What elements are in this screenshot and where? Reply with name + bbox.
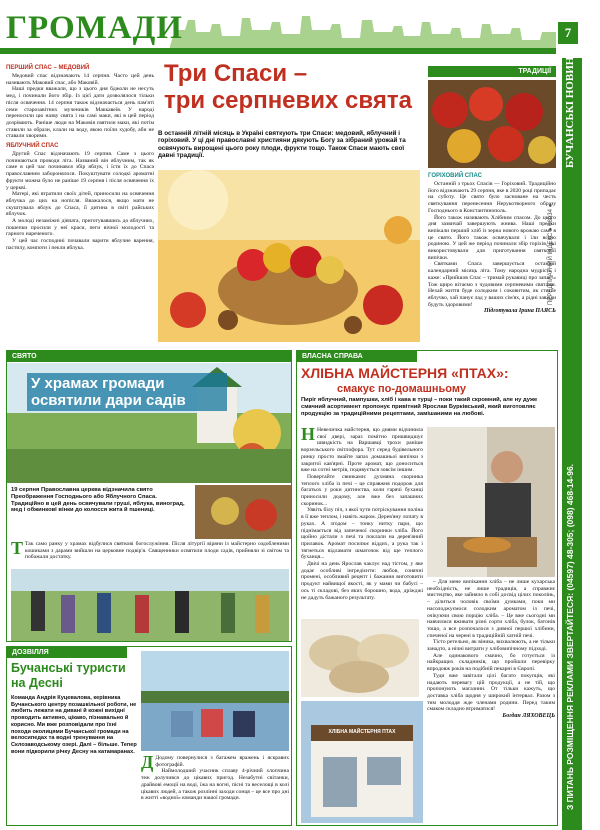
section-heading: ГОРІХОВИЙ СПАС <box>428 173 482 179</box>
section-tag: ВЛАСНА СПРАВА <box>297 351 417 362</box>
spasy-right-column <box>428 170 556 346</box>
holiday-lead: 19 серпня Православна церква відзначила свято Преображення Господнього або Яблучного Спаса. Традиційно в цей день освячували груші, яблука, виноград, мед і обжинкові вінки до колосся жита й пшениці. <box>11 487 185 514</box>
paragraph: А молоді незаміжні дівчата, приготувавшись до яблучних, пошепки просили у неї краси, пеги вічної молодості та гарного нареченого. <box>6 218 154 238</box>
masthead-title: ГРОМАДИ <box>6 10 183 46</box>
paragraph: Наші предки вважали, що з цього дня бджоли не несуть мед, і починали його збір. Із цієї дати дозволялося тільки після освячення. 14 серпня також відзначається день пам'яті семи старозавітних мучеників Маккавеїв. У народі переносили цю назву свята і на самі маки, які в цей період дозрівають. Раніше люди на Маковія святили маки, які потім ставили за образи, клали на воду, якою поїли худобу, аби не ставали хворими. <box>6 86 154 140</box>
author-signature: Підготувала Ірина ПАЯСЬ <box>483 308 556 315</box>
baker-photo <box>427 427 555 577</box>
paragraph: Невеличка майстерня, що днями відчинила свої двері, зараз помітно пришвидшує швидкість на Варшавці трохи раніше ворзельського світлофора. Тут серед будівельного ринку просто змайте запах домашньої випічки з закритої кав'ярні. Проте аромат, що доноситься вже на сотні метрів, подивується зовсім іншим. <box>301 427 423 474</box>
baker-icon <box>427 427 555 577</box>
paragraph: Матері, які втратили своїх дітей, приносили на освячення яблучка до цих на нопісля. Вважалося, якщо мати не скуштувала яблук до Спаса, її дитина в світі райських яблучок. <box>6 191 154 218</box>
tourism-article <box>6 646 292 826</box>
paragraph: Двічі на день Ярослав чаклує над тістом, у яке додає особливі інгредієнти: любов, сонячні промені, особливий рецепт і бажання виготовити продукт найвищої якості, як у мами чи бабусі – ось ті складові, без яких борошно, вода, дріжджі не дадуть бажаного результату. <box>301 561 423 601</box>
apples-icon <box>428 80 556 168</box>
page-number: 7 <box>558 22 578 44</box>
apples-photo <box>428 80 556 168</box>
paragraph: Останній з трьох Спасів — Горіховий. Традиційно його відзначають 29 серпня, яке в 2020 році припадає на суботу. Це свято було засноване на честь святкування перенесення Нерукотворного образу Господнього в Константинополь. <box>428 181 556 214</box>
fruit-basket-icon <box>158 170 420 342</box>
bread-lead: Пиріг яблучний, пампушки, хліб і кава в турці – поки такий скромний, але ну дуже смачний асортимент пропонує привітний Ярослав Бурківський, який виготовляє продукцію за традиційними рецептами, замішаними на любові. <box>301 397 538 417</box>
section-heading: ЯБЛУЧНИЙ СПАС <box>6 143 59 150</box>
holiday-title: У храмах громади освятили дари садів <box>27 373 227 411</box>
bread-title: ХЛІБНА МАЙСТЕРНЯ «ПТАХ»: <box>301 365 509 381</box>
spasy-title <box>164 60 412 114</box>
fruits-photo <box>158 170 420 342</box>
paragraph: Другий Спас відзначають 19 серпня. Саме з цього починаються проводи літа. Названий він яблучним, так як саме в цей час починався збір яблук, і їсти їх до Спаса православним заборонялося. Покуштувати солодкі ароматні фрукти можна було не раніше 19 серпня і після освячення їх у церкві. <box>6 151 154 191</box>
tourism-lead: Команда Андрія Куцевалова, керівника Бучанського центру позашкільної роботи, не любить лежати на дивані й кожні вихідні проводить активно, цікаво, пізнавально й корисно. Ми вже розповідали про їхні походи околицями Бучанської громади на велосипедах та водні тренування на Склозаводському озері. Далі – більше. Тепер вони підкорили річку Десну на катамаранах. <box>11 695 137 755</box>
loaves-photo <box>301 619 419 697</box>
basket-icon <box>195 485 291 539</box>
baskets-photo <box>195 485 291 539</box>
paragraph: Але одинакового смачно, бо готується із найкращих складників, що пройшли перевірку впродовж років на подібній пекарні в Європі. <box>427 652 555 673</box>
paragraph: Так само ранку у храмах відбулися святкові богослужіння. Після літургії віряни із майстерно оздобленими кошиками з дарами вийшли на церковне подвір'я. Священники освятили плоди садів, прийняли зі світом та побажали достатку. <box>25 541 289 561</box>
paragraph: Його також називають Хлібним спасом. До цього дня зазвичай завершують жнива. Наші предки випікали перший хліб із зерна нового врожаю саме в це свято. Його також освячували і їли всією родиною. У цей же період починали збір горіхів, які використовували для приготування святкової випічки. <box>428 214 556 261</box>
holiday-body: Т Так само ранку у храмах відбулися святкові богослужіння. Після літургії віряни із майстерно оздобленими кошиками з дарами вийшли на церковне подвір'я. Священники освятили плоди садів, прийняли зі світом та побажали достатку. <box>11 538 289 561</box>
title-line: Три Спаси – <box>164 60 308 87</box>
bread-subtitle: смакує по-домашньому <box>337 383 466 395</box>
crowd-photo <box>11 569 289 641</box>
newspaper-name: БУЧАНСЬКІ НОВИНИ <box>564 48 576 168</box>
paragraph: Наймолодший учасник сплаву 4-річний хлопчина теж долучився до цікавих пригод. Незабутні світанки, драйвові емоції на воді, їжа на вогні, пісні та веселощі в колі цікавих людей, а також розлінні заходи сонця – це все про дні в житті «водної» команди нашої громади. <box>141 768 289 802</box>
ads-contact: З ПИТАНЬ РОЗМІЩЕННЯ РЕКЛАМИ ЗВЕРТАЙТЕСЯ: (04597) 48-305; (098) 468-14-96. <box>565 463 575 810</box>
tourism-title: Бучанські туристи на Десні <box>11 661 126 690</box>
paragraph: Медовий спас відзначають 14 серпня. Часто цей день називають Маковий спас, або Маковій. <box>6 73 154 86</box>
author-signature: Богдан ЛЯХОВЕЦЬ <box>502 713 555 720</box>
paragraph: У цей час господині почавали варити яблучне варення, пастилу, компоти і пекли яблука. <box>6 238 154 251</box>
section-tag: ТРАДИЦІЇ <box>428 66 556 77</box>
tourism-body: Д Додому повернулися з багажем вражень і яскравих фотографій. Наймолодший учасник сплаву 4-річний хлопчина теж долучився до цікавих пригод. Незабутні світанки, драйвові емоції на воді, їжа на вогні, пісні та веселощі в колі цікавих людей, а також розлінні заходи сонця – це все про дні в житті «водної» команди нашої громади. <box>141 752 289 802</box>
catamaran-icon <box>141 651 289 751</box>
paragraph: Додому повернулися з багажем вражень і яскравих фотографій. <box>155 755 289 768</box>
paragraph: – Для мене випікання хліба – не лише кухарська необхідність, не лише традиція, а справжнє мистецтво, яке зайняло в собі досвід цілих поколінь, – ділиться чоловік своїми думками, поки ми насолоджуємося солодким ароматом із печі, очікуючи свою порцію хліба. – Це вже сьогодні ми навчилися вживати різні сорти хліба, булок, батонів тощо, а все розпочалося з дивної першої хлібини, спеченої на черені в традиційній хатній печі. <box>427 579 555 639</box>
paragraph: Уявіть білу піч, з якої чути потріскування поліна в її вже теплом, і навіть жаром. Дерев'яну лопату в руках. А згодом – тонку нитку пари, що піднімається від запеченої скоринки хліба. Його щойно дістали з печі та поклали на дерев'яний прилавок. Аромат посилює віддих, а рука так і тягнеться відламати шматочок від ще теплого буханця... <box>301 507 423 561</box>
paragraph: Туди вже завітали цілі багато покупців, які надають перевагу цій продукції, а не тій, що пропонують магазини. От тільки кажуть, що доставка хліба щодня у широкий інтервал. Разом з тим молоддя жде членами родини. Перед таким смаком складно втриматися! <box>427 672 555 713</box>
shop-sign: ХЛІБНА МАЙСТЕРНЯ ПТАХ <box>328 729 396 735</box>
river-photo <box>141 651 289 751</box>
bread-article <box>296 350 558 826</box>
bread-column-2 <box>427 579 555 720</box>
paragraph: Тісто ретельно, як віника, вихвалюють, а не тільки занадто, а нічні витрати у хлібовипічному підході. <box>427 639 555 653</box>
subscription-index: ПЕРЕДПЛАТНИЙ ІНДЕКС ● 08034 ● <box>548 203 554 305</box>
section-tag: СВЯТО <box>7 351 291 362</box>
title-line: три серпневих свята <box>164 87 412 114</box>
paragraph: Святками Спаса завершується останній календарний місяць літа. Тому народна мудрість і каже: «Прийшов Спас – тримай рукавиці про запас!» Тож щиро вітаємо з чудовими серпневими святами. Нехай життя буде солодким і соковитим, як стигле яблучко, хай панує лад у ваших сім'ях, а рідні завжди будуть здоровими! <box>428 261 556 308</box>
storefront-icon <box>301 701 423 823</box>
shop-photo <box>301 701 423 823</box>
spasy-lead: В останній літній місяць в Україні святкують три Спаси: медовий, яблучний і горіховий. У ці дні православні християни дякують Богу за зібраний урожай та освячують вирощені цього року плоди, фрукти тощо. Також Спаси мають свої давні традиції. <box>158 130 406 160</box>
bread-column-1: Н Невеличка майстерня, що днями відчинила свої двері, зараз помітно пришвидшує швидкість на Варшавці трохи раніше ворзельського світлофора. Тут серед будівельного ринку просто змайте запах домашньої випічки з закритої кав'ярні. Проте аромат, що доноситься вже на сотні метрів, подивується зовсім іншим. Повертайте свинками: духмяна скоринка теплого хліба із печі – це справжня подорож для багатьох у роки дитинства, коли гарячі буханці приносили додому, але вже без запашних скоринок... Уявіть білу піч, з якої чути потріскування поліна в її вже теплом, і навіть жаром. Дерев'яну лопату в руках. А згодом – тонку нитку пари, що піднімається від запеченої скоринки хліба. Його щойно дістали з печі та поклали на дерев'яний прилавок. Аромат посилює віддих, а рука так і тягнеться відламати шматочок від ще теплого буханця... Двічі на день Ярослав чаклує над тістом, у яке додає особливі інгредієнти: любов, сонячні промені, особливий рецепт і бажання виготовити продукт найвищої якості, як у мами чи бабусі – ось ті складові, без яких борошно, вода, дріжджі не дадуть бажаного результату. <box>301 424 423 601</box>
spasy-left-column <box>6 62 154 346</box>
holiday-article <box>6 350 292 642</box>
paragraph: Повертайте свинками: духмяна скоринка теплого хліба із печі – це справжня подорож для багатьох у роки дитинства, коли гарячі буханці приносили додому, але вже без запашних скоринок... <box>301 473 423 507</box>
crowd-icon <box>11 569 289 641</box>
section-heading: ПЕРШИЙ СПАС – МЕДОВИЙ <box>6 65 90 71</box>
section-tag: ДОЗВІЛЛЯ <box>7 647 127 658</box>
bread-icon <box>301 619 419 697</box>
